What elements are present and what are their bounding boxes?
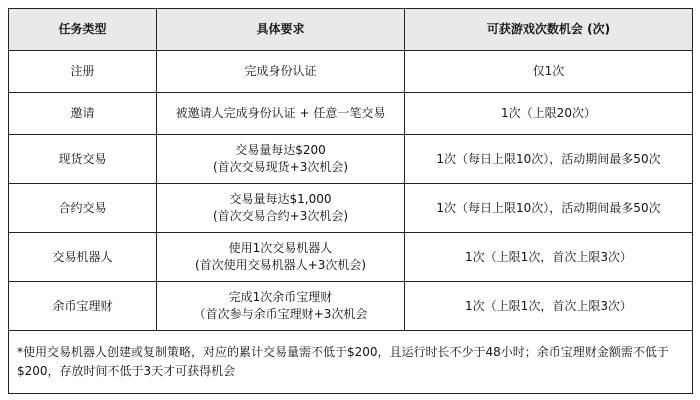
- task-rules-table: [8, 8, 693, 394]
- requirement-sub-line: （首次参与余币宝理财+3次机会: [193, 307, 368, 321]
- chances-cell: 1次（上限1次，首次上限3次）: [405, 233, 693, 282]
- task-type-cell: 注册: [9, 51, 157, 93]
- table-row: [9, 135, 693, 184]
- requirement-line: 使用1次交易机器人: [228, 241, 333, 255]
- requirement-cell: [157, 51, 405, 93]
- table-row: [9, 93, 693, 135]
- table-row: [9, 282, 693, 331]
- requirement-sub-line: (首次使用交易机器人+3次机会): [194, 258, 367, 272]
- chances-cell: 1次（每日上限10次），活动期间最多50次: [405, 135, 693, 184]
- requirement-sub-line: (首次交易现货+3次机会): [212, 160, 349, 174]
- requirement-line: 交易量每达$1,000: [229, 192, 332, 206]
- header-requirement: 具体要求: [157, 9, 405, 51]
- chances-cell: 1次（上限1次，首次上限3次）: [405, 282, 693, 331]
- footnote-text: *使用交易机器人创建或复制策略，对应的累计交易量需不低于$200，且运行时长不少于48小时；余币宝理财金额需不低于$200，存放时间不低于3天才可获得机会: [9, 331, 693, 394]
- table-header-row: [9, 9, 693, 51]
- requirement-cell: [157, 135, 405, 184]
- table-row: [9, 233, 693, 282]
- chances-cell: 1次（每日上限10次），活动期间最多50次: [405, 184, 693, 233]
- footnote-row: [9, 331, 693, 394]
- task-type-cell: 交易机器人: [9, 233, 157, 282]
- requirement-cell: [157, 233, 405, 282]
- requirement-sub-line: (首次交易合约+3次机会): [212, 209, 349, 223]
- requirement-line: 完成身份认证: [244, 64, 317, 78]
- requirement-line: 完成1次余币宝理财: [228, 290, 333, 304]
- header-task-type: 任务类型: [9, 9, 157, 51]
- requirement-line: 被邀请人完成身份认证 + 任意一笔交易: [175, 106, 386, 120]
- task-type-cell: 合约交易: [9, 184, 157, 233]
- chances-cell: 1次（上限20次）: [405, 93, 693, 135]
- requirement-cell: [157, 93, 405, 135]
- table-row: [9, 51, 693, 93]
- requirement-line: 交易量每达$200: [235, 143, 326, 157]
- requirement-cell: [157, 184, 405, 233]
- table-row: [9, 184, 693, 233]
- requirement-cell: [157, 282, 405, 331]
- chances-cell: 仅1次: [405, 51, 693, 93]
- header-game-chances: 可获游戏次数机会 (次): [405, 9, 693, 51]
- task-type-cell: 邀请: [9, 93, 157, 135]
- task-type-cell: 现货交易: [9, 135, 157, 184]
- task-type-cell: 余币宝理财: [9, 282, 157, 331]
